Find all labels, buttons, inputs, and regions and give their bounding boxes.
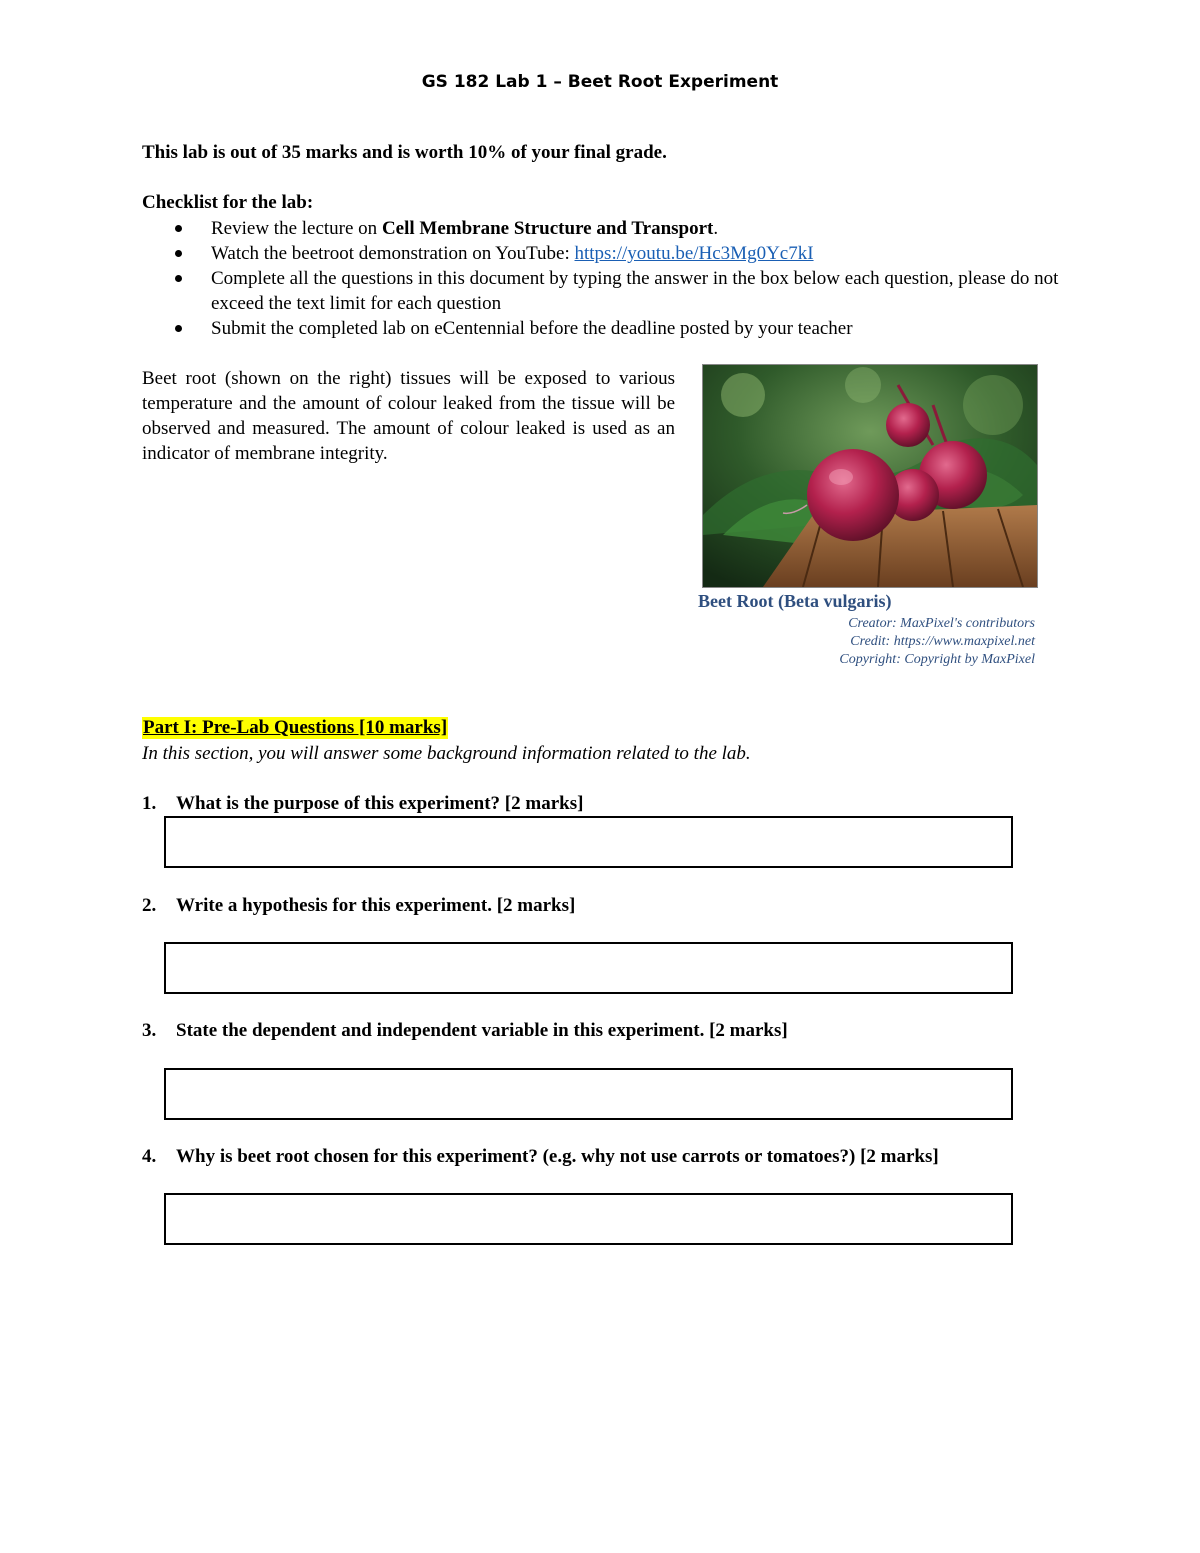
figure-credit: Credit: https://www.maxpixel.net <box>850 634 1035 649</box>
checklist-item <box>142 316 1072 341</box>
checklist-item-text: Submit the completed lab on eCentennial before the deadline posted by your teacher <box>211 318 853 339</box>
figure-caption: Beet Root (Beta vulgaris) <box>698 591 892 611</box>
part1-subtitle: In this section, you will answer some background information related to the lab. <box>142 743 751 764</box>
question-4 <box>142 1146 939 1168</box>
question-2 <box>142 895 575 917</box>
checklist-item <box>142 266 1072 316</box>
bullet-icon <box>175 275 182 282</box>
checklist-item-text: Review the lecture on <box>211 218 382 239</box>
figure-creator: Creator: MaxPixel's contributors <box>848 616 1035 631</box>
part1-heading: Part I: Pre-Lab Questions [10 marks] <box>143 717 448 738</box>
question-text: State the dependent and independent variable in this experiment. [2 marks] <box>176 1020 788 1041</box>
answer-box-2[interactable] <box>164 942 1013 994</box>
question-number: 4. <box>142 1146 157 1167</box>
checklist <box>142 216 1072 341</box>
checklist-item <box>142 241 1072 266</box>
figure-copyright: Copyright: Copyright by MaxPixel <box>839 652 1035 667</box>
intro-text: This lab is out of 35 marks and is worth 10% of your final grade. <box>142 142 667 163</box>
question-1 <box>142 793 583 815</box>
question-number: 3. <box>142 1020 157 1041</box>
checklist-heading: Checklist for the lab: <box>142 192 314 213</box>
page-title: GS 182 Lab 1 – Beet Root Experiment <box>421 72 779 92</box>
question-text: Write a hypothesis for this experiment. [2 marks] <box>176 895 576 916</box>
bullet-icon <box>175 325 182 332</box>
youtube-link[interactable]: https://youtu.be/Hc3Mg0Yc7kI <box>574 243 814 264</box>
question-3 <box>142 1020 788 1042</box>
checklist-item-text: . <box>713 218 719 239</box>
checklist-item <box>142 216 1072 241</box>
question-text: What is the purpose of this experiment? [2 marks] <box>176 793 584 814</box>
checklist-item-text: Watch the beetroot demonstration on YouTube: <box>211 243 575 264</box>
intro-paragraph: Beet root (shown on the right) tissues will be exposed to various temperature and the amount of colour leaked from the tissue will be observed and measured. The amount of colour leaked is used as an indicator of membrane integrity. <box>142 368 675 464</box>
figure-credits <box>700 615 1035 669</box>
question-text: Why is beet root chosen for this experiment? (e.g. why not use carrots or tomatoes?) [2 marks] <box>176 1146 939 1167</box>
beet-root-photo <box>702 364 1038 588</box>
question-number: 2. <box>142 895 157 916</box>
bullet-icon <box>175 250 182 257</box>
question-number: 1. <box>142 793 157 814</box>
answer-box-3[interactable] <box>164 1068 1013 1120</box>
answer-box-4[interactable] <box>164 1193 1013 1245</box>
checklist-item-bold-text: Cell Membrane Structure and Transport <box>381 218 714 239</box>
bullet-icon <box>175 225 182 232</box>
checklist-item-text: Complete all the questions in this document by typing the answer in the box below each question, please do not exceed the text limit for each question <box>211 268 1059 314</box>
answer-box-1[interactable] <box>164 816 1013 868</box>
